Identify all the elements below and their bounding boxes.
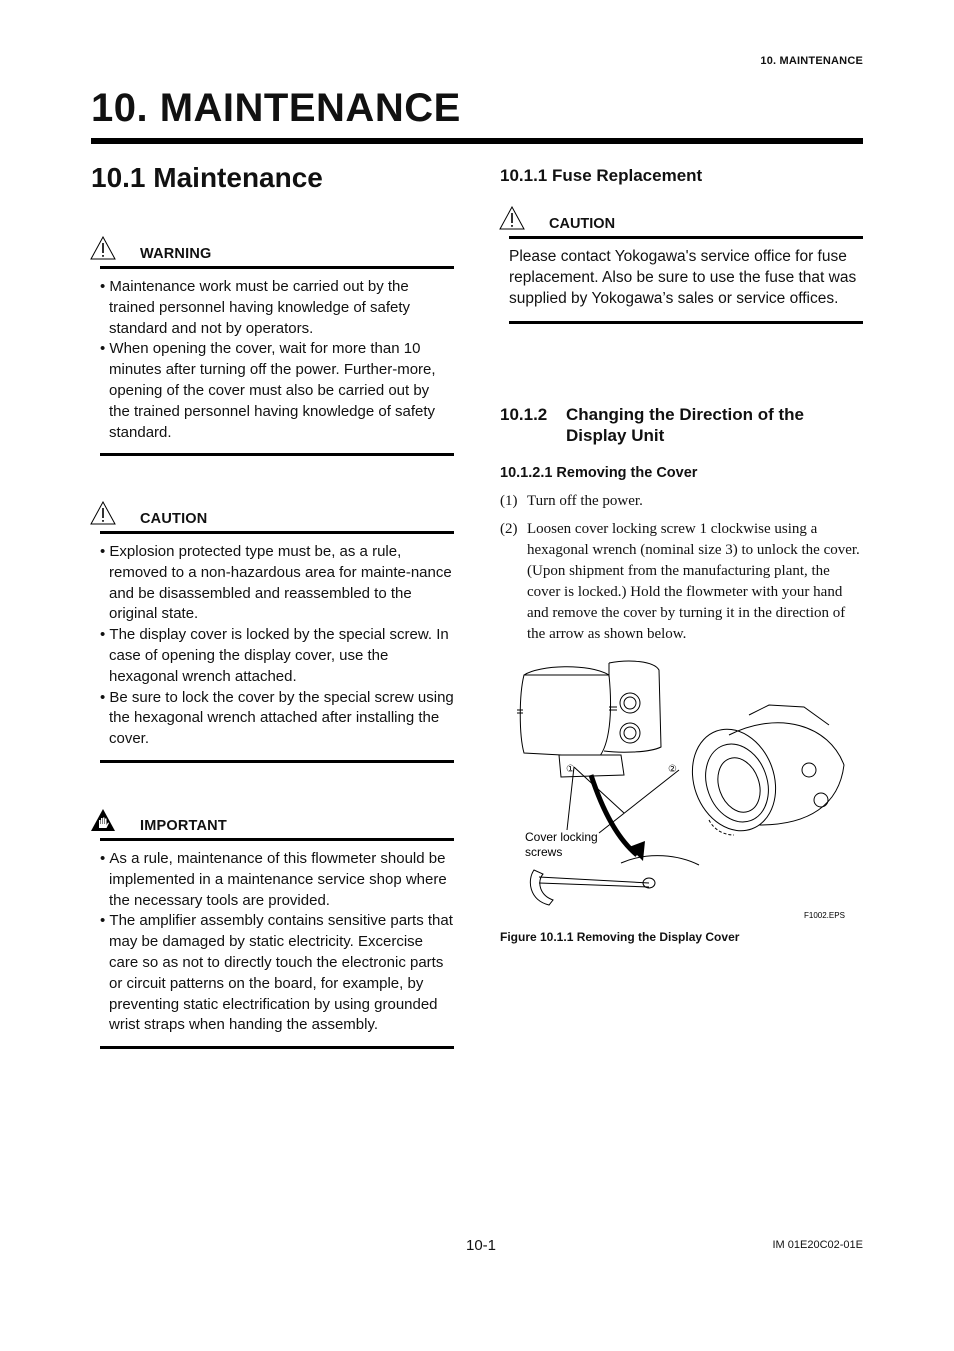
caution-rule-bottom xyxy=(100,760,454,763)
fuse-caution-label: CAUTION xyxy=(549,216,616,232)
direction-heading: Changing the Direction of the Display Unit xyxy=(566,405,804,445)
terminal-port xyxy=(620,723,640,743)
figure-file-tag: F1002.EPS xyxy=(804,911,845,920)
important-rule-bottom xyxy=(100,1046,454,1049)
running-head: 10. MAINTENANCE xyxy=(760,55,863,67)
fuse-caution xyxy=(509,206,863,324)
caution-notice xyxy=(100,501,454,763)
caution-item: • Explosion protected type must be, as a rule, removed to a non-hazardous area for mainte-nance and be disassembled and reassembled to the original state. xyxy=(100,542,454,625)
direction-number: 10.1.2 xyxy=(500,405,548,424)
important-item: • The amplifier assembly contains sensitive parts that may be damaged by static electricity. Excercise care so as not to directly touch the electronic parts or circuit patterns on the board, for example, by preventing static electrification by using grounded wrist straps when handing the assembly. xyxy=(100,911,454,1036)
caution-item: • The display cover is locked by the special screw. In case of opening the display cover, use the hexagonal wrench attached. xyxy=(100,625,454,687)
figure-label-line2: screws xyxy=(525,845,563,859)
step-number: (2) xyxy=(500,521,518,537)
figure-caption: Figure 10.1.1 Removing the Display Cover xyxy=(500,930,740,944)
chapter-rule xyxy=(91,138,863,144)
step-item xyxy=(500,491,864,512)
document-id: IM 01E20C02-01E xyxy=(772,1239,863,1251)
fuse-caution-rule-bottom xyxy=(509,321,863,324)
chapter-title: 10. MAINTENANCE xyxy=(91,86,461,130)
step-text: Turn off the power. xyxy=(527,493,643,509)
caution-item: • Be sure to lock the cover by the special screw using the hexagonal wrench attached after installing the cover. xyxy=(100,688,454,750)
callout-1: ① xyxy=(566,764,575,775)
page-number: 10-1 xyxy=(466,1237,497,1254)
warning-item: • When opening the cover, wait for more than 10 minutes after turning off the power. Further-more, opening of the cover must also be carried out by the trained personnel having knowledge of safety standard. xyxy=(100,339,454,443)
step-number: (1) xyxy=(500,493,518,509)
warning-item: • Maintenance work must be carried out by the trained personnel having knowledge of safety standard and not by operators. xyxy=(100,277,454,339)
important-notice xyxy=(100,808,454,1049)
important-item: • As a rule, maintenance of this flowmeter should be implemented in a maintenance service shop where the necessary tools are provided. xyxy=(100,849,454,911)
warning-rule-bottom xyxy=(100,453,454,456)
callout-2: ② xyxy=(668,764,677,775)
removing-cover-heading: 10.1.2.1 Removing the Cover xyxy=(500,465,698,481)
fuse-heading: 10.1.1 Fuse Replacement xyxy=(500,166,703,185)
flowmeter-body xyxy=(520,675,610,757)
important-label: IMPORTANT xyxy=(140,818,227,834)
step-text: Loosen cover locking screw 1 clockwise using a hexagonal wrench (nominal size 3) to unlock the cover. (Upon shipment from the manufacturing plant, the cover is locked.) Hold the flowmeter with your hand and remove the cover by turning it in the direction of the arrow as shown below. xyxy=(527,521,860,642)
hex-wrench xyxy=(530,870,553,905)
caution-triangle-icon xyxy=(90,501,116,525)
warning-notice xyxy=(100,236,454,456)
important-hand-icon xyxy=(90,808,116,832)
display-cover-figure xyxy=(509,655,854,925)
display-cover xyxy=(679,717,790,842)
caution-label: CAUTION xyxy=(140,511,208,527)
figure-label-line1: Cover locking xyxy=(525,830,598,844)
warning-triangle-icon xyxy=(90,236,116,260)
caution-triangle-icon xyxy=(499,206,525,230)
terminal-port xyxy=(620,693,640,713)
removal-steps xyxy=(500,491,864,652)
warning-label: WARNING xyxy=(140,246,212,262)
step-item xyxy=(500,519,864,645)
section-title: 10.1 Maintenance xyxy=(91,162,323,193)
fuse-caution-text: Please contact Yokogawa's service office for fuse replacement. Also be sure to use the fuse that was supplied by Yokogawa’s sales or service offices. xyxy=(509,248,857,307)
